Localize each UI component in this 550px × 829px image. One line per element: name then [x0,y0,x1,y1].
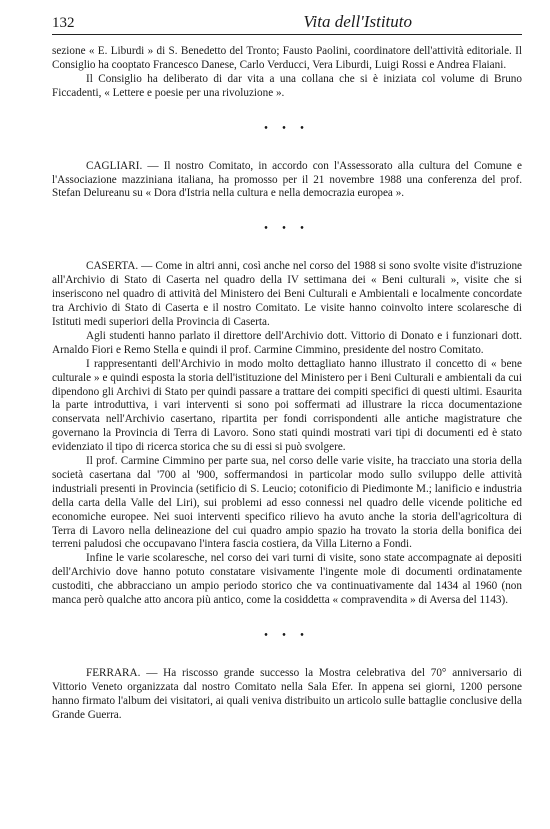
running-title: Vita dell'Istituto [303,12,412,31]
page-header [52,12,522,35]
paragraph-caserta-cimmino: Il prof. Carmine Cimmino per parte sua, nel corso delle varie visite, ha tracciato una storia della società casertana dal '700 al '900, soffermandosi in particolar modo sullo sviluppo delle attività industriali presenti in Provincia (setificio di S. Leucio; cotonificio di Piedimonte M.; lanificio e industria della carta della Valle del Liri), sui problemi ad esso connessi nel quadro delle vicende politiche ed economiche europee. Nei suoi interventi specifico rilievo ha avuto anche la storia dell'agricoltura di Terra di Lavoro nella delineazione del cui quadro ampio spazio ha trovato la storia della bonifica dei terreni paludosi che occupavano l'intera fascia costiera, da Villa Literno a Fondi. [52,455,522,551]
paragraph-ferrara: FERRARA. — Ha riscosso grande successo la Mostra celebrativa del 70° anniversario di Vittorio Veneto organizzata dal nostro Comitato nella Sala Efer. In appena sei giorni, 1200 persone hanno firmato l'album dei visitatori, ai quali veniva distribuito un articolo sulle battaglie conclusive della Grande Guerra. [52,667,522,721]
paragraph-cagliari: CAGLIARI. — Il nostro Comitato, in accordo con l'Assessorato alla cultura del Comune e l'Associazione mazziniana italiana, ha promosso per il 21 novembre 1988 una conferenza del prof. Stefan Delureanu su « Dora d'Istria nella cultura e nella democrazia europea ». [52,159,522,200]
page-number: 132 [52,15,75,31]
section-separator: • • • [264,630,310,641]
section-separator: • • • [264,122,310,134]
paragraph-caserta-depositi: Infine le varie scolaresche, nel corso dei vari turni di visite, sono state accompagnate ai depositi dell'Archivio dove hanno potuto constatare visivamente l'ingente mole di documenti ordinatamente custoditi, che abbracciano un ampio periodo storico che va continuativamente dal 1434 al 1960 (non manca però qualche atto ancora più antico, come la cosiddetta « compravendita » di Aversa del 1143). [52,552,522,607]
paragraph-caserta-intro: CASERTA. — Come in altri anni, così anche nel corso del 1988 si sono svolte visite d'istruzione all'Archivio di Stato di Caserta nel quadro della IV settimana dei « Beni culturali », visite che si inseriscono nel quadro di attività del Ministero dei Beni Culturali e Ambientali e localmente concordate tra Archivio di Stato di Caserta e il nostro Comitato. Le visite hanno coinvolto intere scolaresche di Istituti medi superiori della Provincia di Caserta. [52,260,522,328]
section-separator: • • • [264,223,310,235]
paragraph-collana: Il Consiglio ha deliberato di dar vita a una collana che si è iniziata col volume di Bruno Ficcadenti, « Lettere e poesie per una rivoluzione ». [52,72,522,99]
paragraph-caserta-archive: I rappresentanti dell'Archivio in modo molto dettagliato hanno illustrato il concetto di « bene culturale » e quindi esposta la storia dell'istituzione del Ministero per i Beni Culturali e ambientali da cui dipendono gli Archivi di Stato per quindi passare a trattare dei compiti specifici di questi ultimi. Esaurita la parte introduttiva, i vari interventi si sono poi soffermati ad illustrare la ricca documentazione conservata nell'Archivio casertano, ripartita per fondi corrispondenti alle antiche magistrature che governano la Provincia di Terra di Lavoro. Sono stati quindi mostrati vari tipi di documenti ed è stato evidenziato il tipo di ricerca storica che su di essi si può svolgere. [52,357,522,454]
paragraph-continuation: sezione « E. Liburdi » di S. Benedetto del Tronto; Fausto Paolini, coordinatore dell'attività editoriale. Il Consiglio ha cooptato Francesco Danese, Carlo Verducci, Vera Liburdi, Luigi Rossi e Andrea Flaiani. [52,45,522,71]
paragraph-caserta-speakers: Agli studenti hanno parlato il direttore dell'Archivio dott. Vittorio di Donato e i funzionari dott. Arnaldo Fiori e Remo Stella e quindi il prof. Carmine Cimmino, presidente del nostro Comitato. [52,329,522,356]
